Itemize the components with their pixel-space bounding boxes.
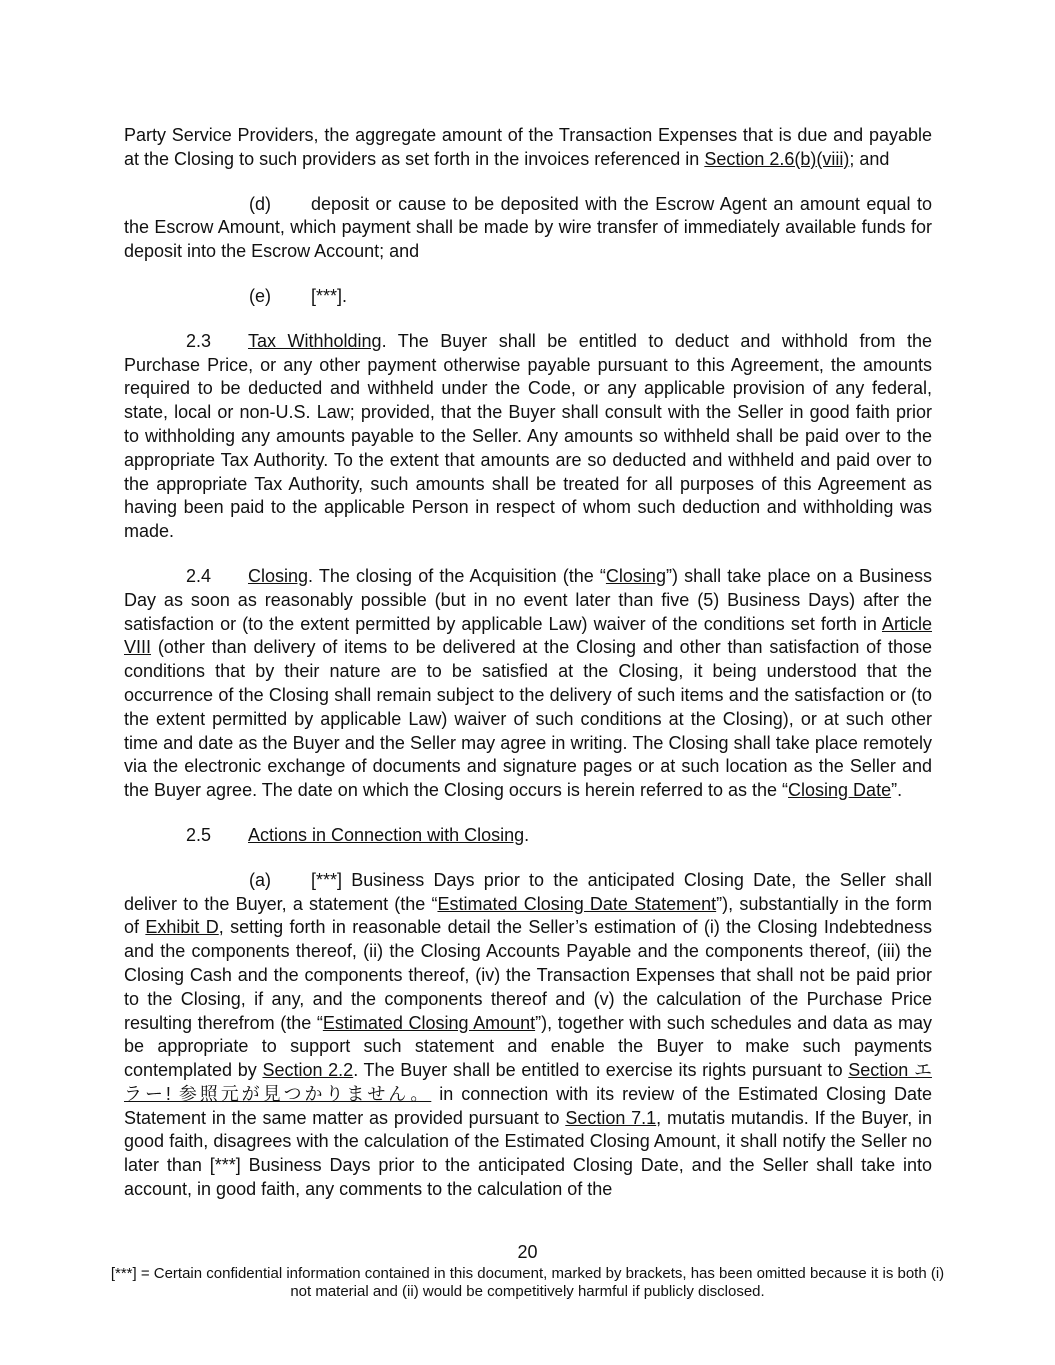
section-2-5-heading xyxy=(124,824,932,848)
defined-term: Closing xyxy=(605,565,666,586)
section-2-4 xyxy=(124,565,932,803)
broken-cross-reference[interactable]: Section エラー! 参照元が見つかりません。 xyxy=(124,1060,932,1104)
cross-reference[interactable]: Exhibit D xyxy=(145,917,219,938)
section-number: 2.4 xyxy=(186,565,212,586)
clause-label: (d) xyxy=(249,193,271,214)
confidentiality-note: [***] = Certain confidential information contained in this document, marked by brackets, has been omitted because it is both (i) not material and (ii) would be competitively harmful if publicly disclosed. xyxy=(110,1265,945,1300)
section-number: 2.3 xyxy=(186,330,212,351)
section-number: 2.5 xyxy=(186,824,212,845)
section-2-3 xyxy=(124,330,932,544)
clause-text: ”), together with such schedules and data as may be appropriate to support such statement and enable the Buyer to make such payments contemplated by xyxy=(124,1012,933,1081)
paragraph-text: Party Service Providers, the aggregate amount of the Transaction Expenses that is due and payable at the Closing to such providers as set forth in the invoices referenced in xyxy=(124,125,932,169)
clause-a xyxy=(124,869,932,1202)
cross-reference[interactable]: Article VIII xyxy=(124,613,932,658)
document-page xyxy=(124,124,932,1202)
defined-term: Closing Date xyxy=(788,780,892,801)
clause-text: , mutatis mutandis. If the Buyer, in good faith, disagrees with the calculation of the Estimated Closing Amount, it shall notify the Seller no later than [***] Business Days prior to the anticipated Closing Date, and the Seller shall take into account, in good faith, any comments to the calculation of the xyxy=(124,1107,933,1200)
defined-term: Estimated Closing Amount xyxy=(322,1012,536,1033)
page-footer xyxy=(0,1241,1055,1301)
clause-text: deposit or cause to be deposited with the Escrow Agent an amount equal to the Escrow Amount, which payment shall be made by wire transfer of immediately available funds for deposit into the Escrow Account; and xyxy=(124,193,932,262)
clause-text: in connection with its review of the Estimated Closing Date Statement in the same matter as provided pursuant to xyxy=(124,1083,932,1128)
cross-reference[interactable]: Section 7.1 xyxy=(565,1107,657,1128)
clause-text: [***]. xyxy=(311,285,348,306)
page-number: 20 xyxy=(517,1242,538,1262)
section-text: . xyxy=(524,824,530,845)
clause-text: ”), substantially in the form of xyxy=(124,893,932,938)
clause-e xyxy=(124,285,932,309)
cross-reference[interactable]: Section 2.2 xyxy=(262,1060,354,1081)
section-title: Closing xyxy=(248,565,309,586)
defined-term: Estimated Closing Date Statement xyxy=(437,893,717,914)
section-text: . The Buyer shall be entitled to deduct and withhold from the Purchase Price, or any other payment otherwise payable pursuant to this Agreement, the amounts required to be deducted and withheld under the Code, or any applicable provision of any federal, state, local or non-U.S. Law; provided, that the Buyer shall consult with the Seller in good faith prior to withholding any amounts payable to the Seller. Any amounts so withheld shall be paid over to the appropriate Tax Authority. To the extent that amounts are so deducted and withheld and paid over to the appropriate Tax Authority, such amounts shall be treated for all purposes of this Agreement as having been paid to the applicable Person in respect of whom such deduction and withholding was made. xyxy=(124,330,932,542)
paragraph-text: ; and xyxy=(849,148,890,169)
section-title: Actions in Connection with Closing xyxy=(248,824,525,845)
clause-text: . The Buyer shall be entitled to exercise its rights pursuant to xyxy=(353,1060,849,1081)
clause-label: (e) xyxy=(249,285,271,306)
cross-reference[interactable]: Section 2.6(b)(viii) xyxy=(704,148,850,169)
clause-d xyxy=(124,193,932,264)
section-text: (other than delivery of items to be delivered at the Closing and other than satisfaction of those conditions that by their nature are to be satisfied at the Closing, it being understood that the occurrence of the Closing shall remain subject to the delivery of such items and the satisfaction or (to the extent permitted by applicable Law) waiver of such conditions at the Closing), or at such other time and date as the Buyer and the Seller may agree in writing. The Closing shall take place remotely via the electronic exchange of documents and signature pages or at such location as the Seller and the Buyer agree. The date on which the Closing occurs is herein referred to as the “ xyxy=(124,637,932,801)
section-text: ”. xyxy=(891,780,903,801)
clause-label: (a) xyxy=(249,869,271,890)
clause-text: [***] Business Days prior to the anticipated Closing Date, the Seller shall deliver to the Buyer, a statement (the “ xyxy=(124,869,932,914)
section-title: Tax Withholding xyxy=(248,330,382,351)
paragraph-continuation xyxy=(124,124,932,172)
clause-text: , setting forth in reasonable detail the Seller’s estimation of (i) the Closing Indebtedness and the components thereof, (ii) the Closing Accounts Payable and the components thereof, (iii) the Closing Cash and the components thereof, (iv) the Transaction Expenses that shall not be paid prior to the Closing, if any, and the components thereof and (v) the calculation of the Purchase Price resulting therefrom (the “ xyxy=(124,917,933,1033)
section-text: ”) shall take place on a Business Day as soon as reasonably possible (but in no event later than five (5) Business Days) after the satisfaction or (to the extent permitted by applicable Law) waiver of the conditions set forth in xyxy=(124,565,932,634)
section-text: . The closing of the Acquisition (the “ xyxy=(308,565,606,586)
